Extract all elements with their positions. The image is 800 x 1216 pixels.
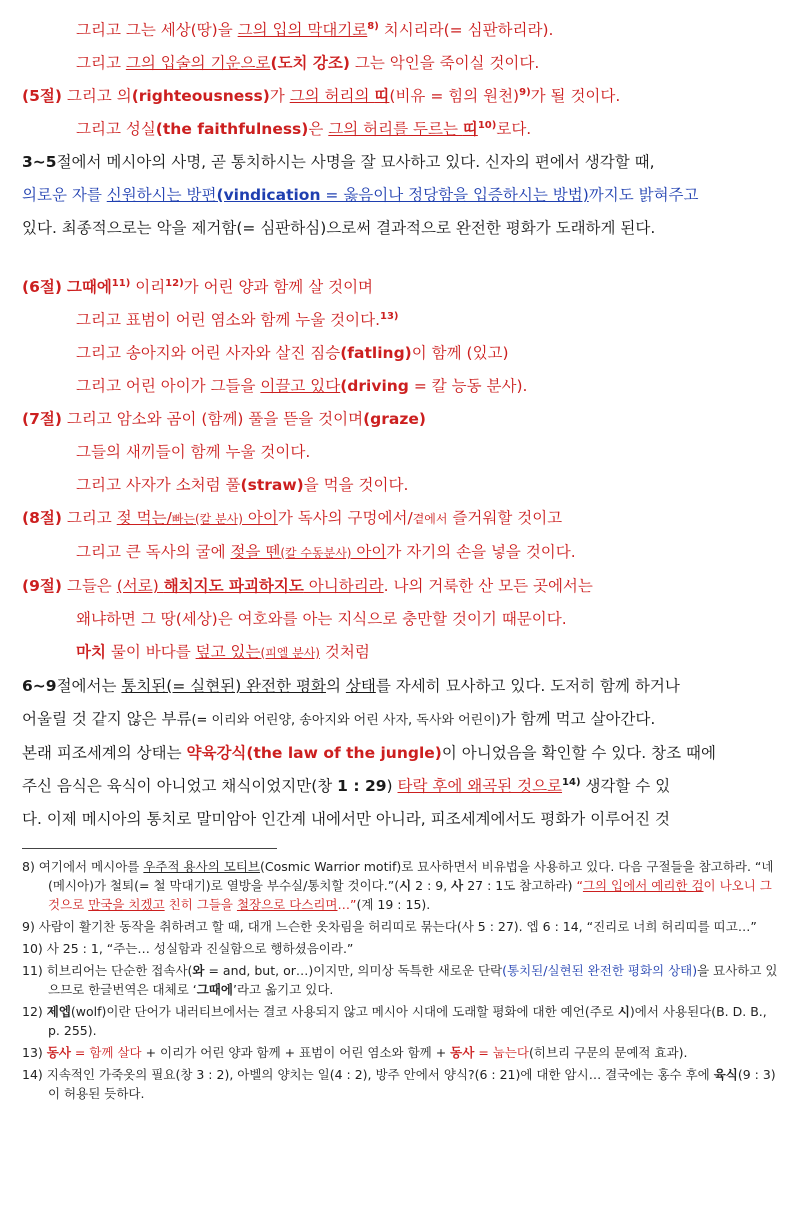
verse-number: (9절) [22, 577, 62, 595]
verse-line: 그리고 그의 입술의 기운으로(도치 강조) 그는 악인을 죽이실 것이다. [76, 54, 540, 72]
verse-block-2 [22, 271, 782, 670]
footnote-11: 11) 히브리어는 단순한 접속사(와 = and, but, or…)이지만, 의미상 독특한 새로운 단락(통치된/실현된 완전한 평화의 상태)을 묘사하고 있으므로 한글번역은 대체로 ‘그때에’라고 옮기고 있다. [22, 963, 778, 997]
verse-line: (5절) 그리고 의(righteousness)가 그의 허리의 띠(비유 = 힘의 원천)$^{9)}$가 될 것이다. [22, 86, 621, 105]
commentary-line: 주신 음식은 육식이 아니었고 채식이었지만(창 1 : 29) 타락 후에 왜곡된 것으로$^{14)}$ 생각할 수 있 [22, 776, 671, 795]
commentary-line: 6~9절에서는 통치된(= 실현된) 완전한 평화의 상태를 자세히 묘사하고 있다. 도저히 함께 하거나 [22, 677, 680, 695]
commentary-1 [22, 146, 782, 245]
commentary-line: 다. 이제 메시아의 통치로 말미암아 인간계 내에서만 아니라, 피조세계에서도 평화가 이루어진 것 [22, 810, 671, 828]
verse-line: 그리고 사자가 소처럼 풀(straw)을 먹을 것이다. [76, 476, 409, 494]
commentary-line: 본래 피조세계의 상태는 약육강식(the law of the jungle)이 아니었음을 확인할 수 있다. 창조 때에 [22, 744, 716, 762]
verse-line: 그리고 표범이 어린 염소와 함께 누울 것이다.$^{13)}$ [76, 310, 399, 329]
verse-line: 그리고 송아지와 어린 사자와 살진 짐승(fatling)이 함께 (있고) [76, 344, 509, 362]
verse-line: 그리고 성실(the faithfulness)은 그의 허리를 두르는 띠$^{10)}$로다. [76, 119, 532, 138]
footnote-12: 12) 제엡(wolf)이란 단어가 내러티브에서는 결코 사용되지 않고 메시아 시대에 도래할 평화에 대한 예언(주로 시)에서 사용된다(B. D. B., p. 255). [22, 1004, 767, 1038]
commentary-line: 3~5절에서 메시아의 사명, 곧 통치하시는 사명을 잘 묘사하고 있다. 신자의 편에서 생각할 때, [22, 153, 655, 171]
verse-number: (8절) [22, 509, 62, 527]
footnote-10: 10) 사 25 : 1, “주는… 성실함과 진실함으로 행하셨음이라.” [22, 941, 354, 956]
commentary-2 [22, 670, 782, 836]
verse-line: 마치 물이 바다를 덮고 있는(피엘 분사) 것처럼 [76, 643, 370, 661]
verse-number: (6절) [22, 278, 62, 296]
verse-line: 왜냐하면 그 땅(세상)은 여호와를 아는 지식으로 충만할 것이기 때문이다. [76, 610, 567, 628]
footnote-separator [22, 848, 277, 849]
commentary-line: 어울릴 것 같지 않은 부류(= 이리와 어린양, 송아지와 어린 사자, 독사와 어린이)가 함께 먹고 살아간다. [22, 710, 656, 728]
verse-line: (6절) 그때에$^{11)}$ 이리$^{12)}$가 어린 양과 함께 살 것이며 [22, 277, 374, 296]
verse-line: (8절) 그리고 젖 먹는/빠는(칼 분사) 아이가 독사의 구멍에서/곁에서 즐거워할 것이고 [22, 509, 563, 527]
verse-block-1 [22, 14, 782, 146]
footnotes [22, 857, 782, 1103]
commentary-line: 의로운 자를 신원하시는 방편(vindication = 옳음이나 정당함을 입증하시는 방법)까지도 밝혀주고 [22, 186, 699, 204]
verse-number: (7절) [22, 410, 62, 428]
verse-line: (9절) 그들은 (서로) 해치지도 파괴하지도 아니하리라. 나의 거룩한 산 모든 곳에서는 [22, 577, 593, 595]
footnote-14: 14) 지속적인 가죽옷의 필요(창 3 : 2), 아벨의 양치는 일(4 : 2), 방주 안에서 양식?(6 : 21)에 대한 암시… 결국에는 홍수 후에 육식(9 : 3)이 허용된 듯하다. [22, 1067, 776, 1101]
verse-line: (7절) 그리고 암소와 곰이 (함께) 풀을 뜯을 것이며(graze) [22, 410, 426, 428]
commentary-line: 있다. 최종적으로는 악을 제거함(= 심판하심)으로써 결과적으로 완전한 평화가 도래하게 된다. [22, 219, 656, 237]
verse-number: (5절) [22, 87, 62, 105]
verse-line: 그들의 새끼들이 함께 누울 것이다. [76, 443, 311, 461]
verse-line: 그리고 그는 세상(땅)을 그의 입의 막대기로$^{8)}$ 치시리라(= 심판하리라). [76, 20, 554, 39]
footnote-13: 13) 동사 = 함께 살다 + 이리가 어린 양과 함께 + 표범이 어린 염소와 함께 + 동사 = 눕는다(히브리 구문의 문예적 효과). [22, 1045, 688, 1060]
footnote-8: 8) 여기에서 메시아를 우주적 용사의 모티브(Cosmic Warrior motif)로 묘사하면서 비유법을 사용하고 있다. 다음 구절들을 참고하라. “네(메시아)가 철퇴(= 철 막대기)로 열방을 부수실/통치할 것이다.”(시 2 : 9, 사 27 : 1도 참고하라) “그의 입에서 예리한 검이 나오니 그것으로 만국을 치겠고 친히 그들을 철장으로 다스리며…”(계 19 : 15). [22, 859, 774, 912]
footnote-9: 9) 사람이 활기찬 동작을 취하려고 할 때, 대개 느슨한 옷차림을 허리띠로 묶는다(사 5 : 27). 엡 6 : 14, “진리로 너희 허리띠를 띠고…” [22, 919, 757, 934]
verse-line: 그리고 큰 독사의 굴에 젖을 뗀(칼 수동분사) 아이가 자기의 손을 넣을 것이다. [76, 543, 576, 561]
verse-line: 그리고 어린 아이가 그들을 이끌고 있다(driving = 칼 능동 분사). [76, 377, 528, 395]
